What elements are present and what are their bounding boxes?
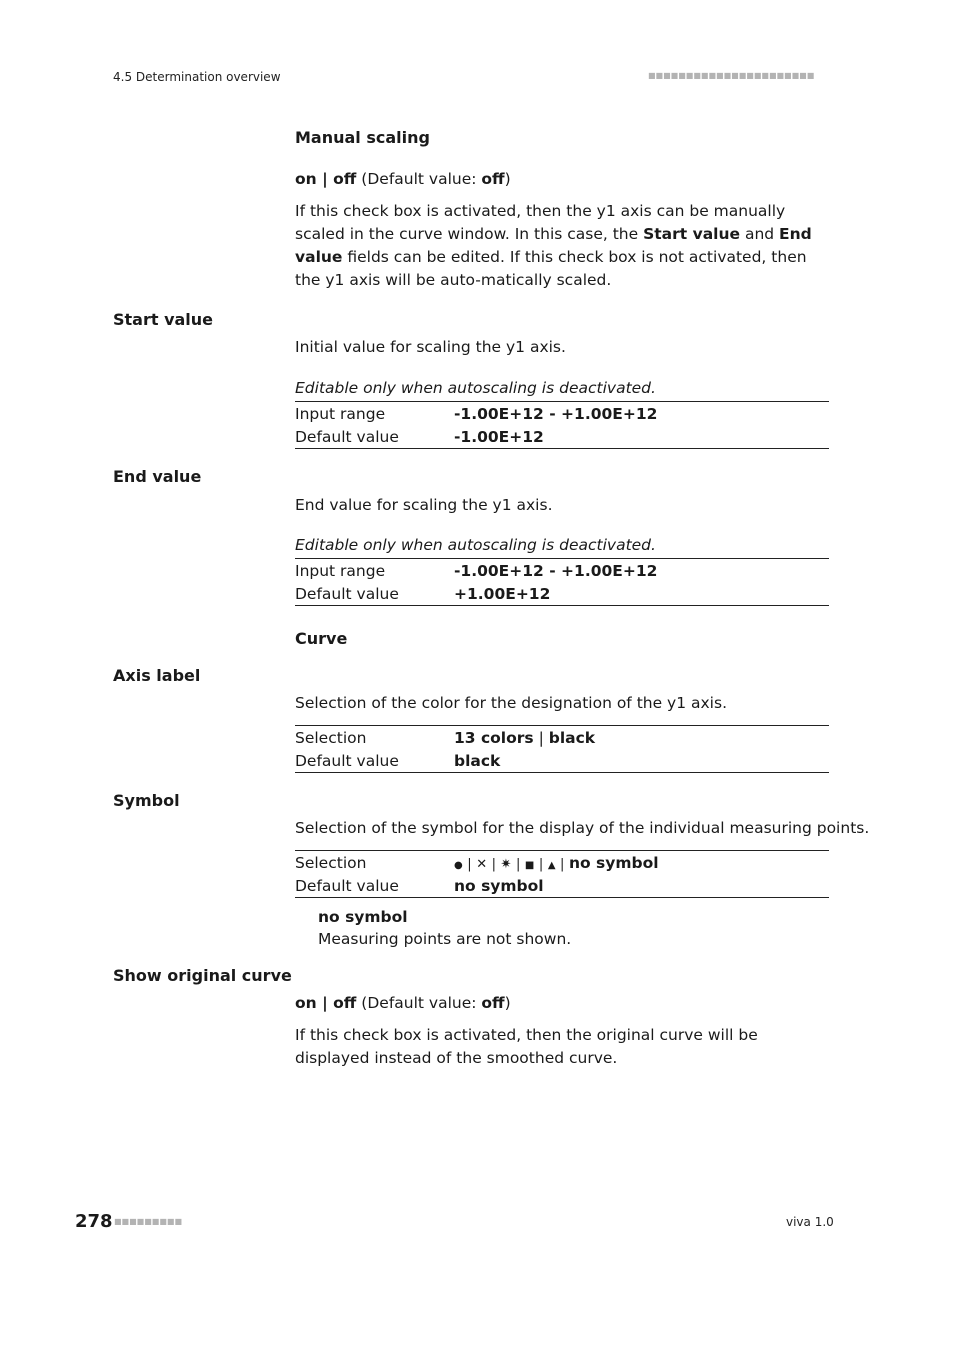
show-original-curve-options: on | off (Default value: off) <box>295 994 511 1012</box>
triangle-symbol-icon: ▲ <box>547 859 556 871</box>
no-symbol-option-description: Measuring points are not shown. <box>318 930 572 948</box>
cross-symbol-icon: ✕ <box>476 856 488 872</box>
end-value-description: End value for scaling the y1 axis. <box>295 496 553 514</box>
start-value-note: Editable only when autoscaling is deactivated. <box>295 379 656 397</box>
table-row: Selection 13 colors | black <box>295 728 596 747</box>
product-name: viva 1.0 <box>786 1215 834 1229</box>
manual-scaling-options: on | off (Default value: off) <box>295 170 511 188</box>
table-row: Default value black <box>295 751 501 770</box>
dot-symbol-icon: ● <box>454 859 463 871</box>
manual-scaling-description: If this check box is activated, then the y1 axis can be manually scaled in the curve window. In this case, the Start value and End value fields can be edited. If this check box is not activated, then the y1 axis will be auto-matically scaled. <box>295 202 812 289</box>
start-value-table <box>295 401 829 449</box>
start-value-heading: Start value <box>113 310 214 329</box>
show-original-curve-description: If this check box is activated, then the original curve will be displayed instead of the smoothed curve. <box>295 1026 758 1067</box>
header-dots: ■■■■■■■■■■■■■■■■■■■■■■ <box>648 71 815 80</box>
page-number: 278 <box>75 1211 113 1232</box>
table-row: Input range -1.00E+12 - +1.00E+12 <box>295 561 658 580</box>
axis-label-description: Selection of the color for the designation of the y1 axis. <box>295 694 727 712</box>
running-header: 4.5 Determination overview <box>113 70 281 84</box>
start-value-description: Initial value for scaling the y1 axis. <box>295 338 566 356</box>
end-value-heading: End value <box>113 467 202 486</box>
show-original-curve-heading: Show original curve <box>113 966 292 985</box>
symbol-heading: Symbol <box>113 791 180 810</box>
symbol-description: Selection of the symbol for the display of the individual measuring points. <box>295 819 870 837</box>
table-row: Default value -1.00E+12 <box>295 427 544 446</box>
axis-label-table <box>295 725 829 773</box>
end-value-table <box>295 558 829 606</box>
curve-heading: Curve <box>295 629 348 648</box>
table-row: Selection ● | ✕ | ✷ | ■ | ▲ | no symbol <box>295 853 659 872</box>
table-row: Default value +1.00E+12 <box>295 584 551 603</box>
footer-dots: ■■■■■■■■■ <box>114 1217 183 1226</box>
manual-scaling-heading: Manual scaling <box>295 128 430 147</box>
table-row: Default value no symbol <box>295 876 544 895</box>
star-symbol-icon: ✷ <box>500 856 512 872</box>
axis-label-heading: Axis label <box>113 666 201 685</box>
symbol-table <box>295 850 829 898</box>
square-symbol-icon: ■ <box>524 859 535 871</box>
end-value-note: Editable only when autoscaling is deactivated. <box>295 536 656 554</box>
table-row: Input range -1.00E+12 - +1.00E+12 <box>295 404 658 423</box>
no-symbol-option-title: no symbol <box>318 908 408 926</box>
